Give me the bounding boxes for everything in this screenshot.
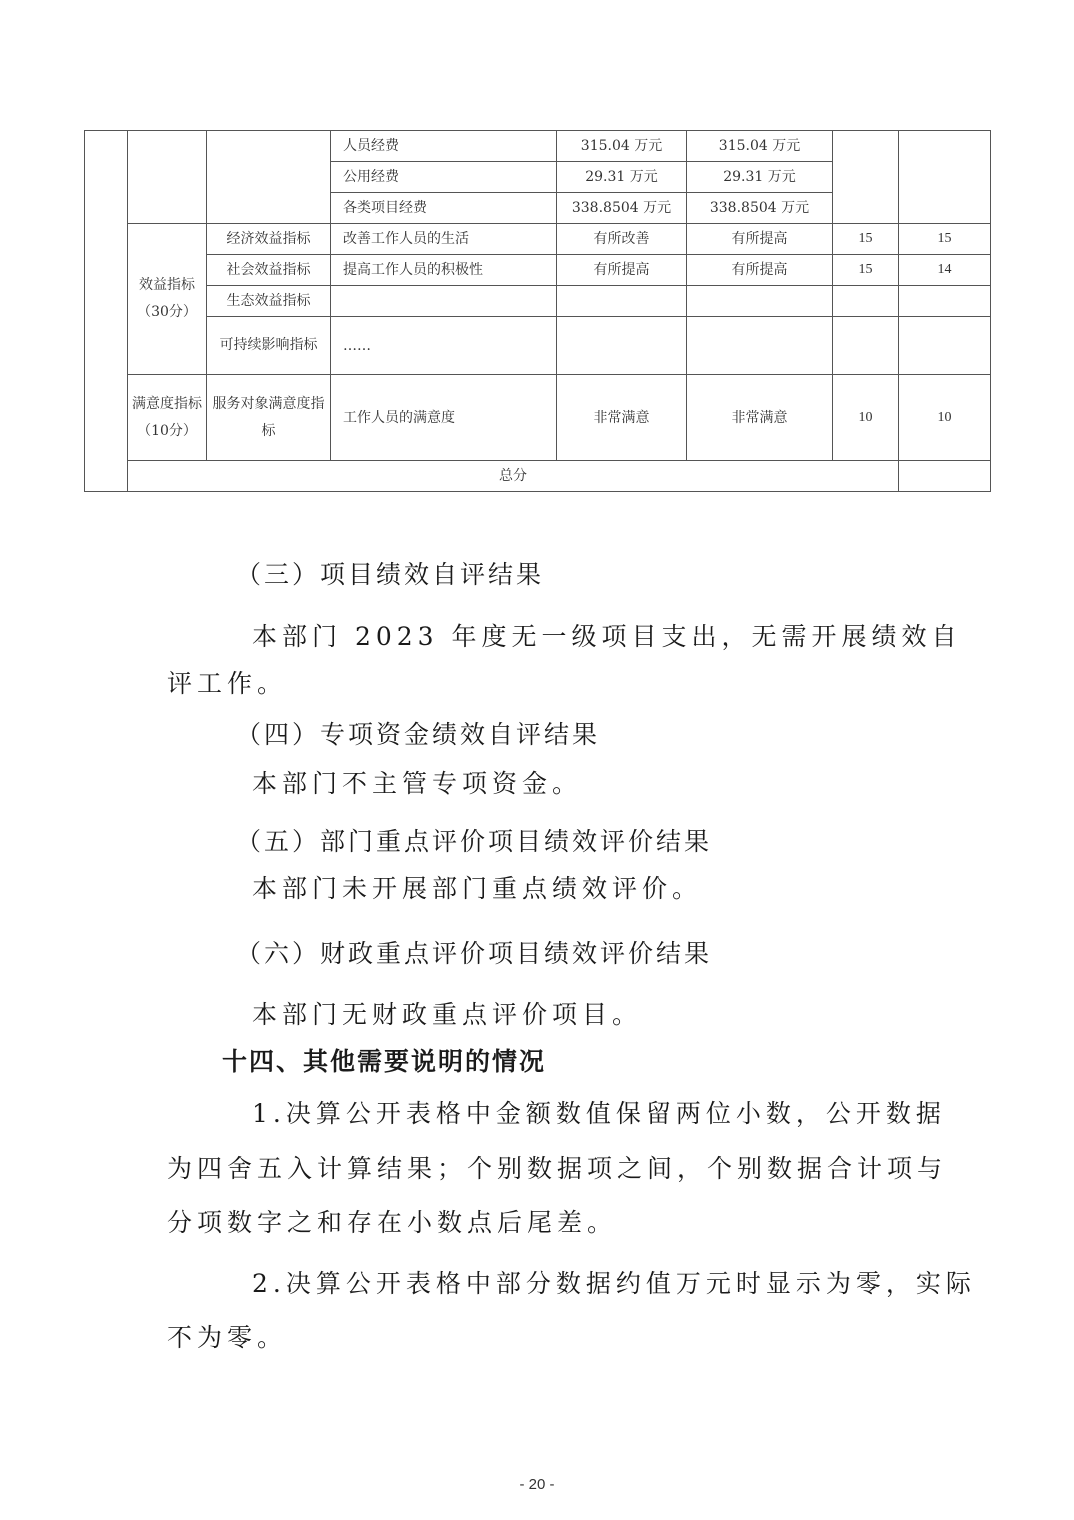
page-number: - 20 - xyxy=(519,1476,555,1493)
note-2-line2: 不为零。 xyxy=(167,1323,288,1352)
table-row xyxy=(85,255,991,286)
table-cell xyxy=(899,286,991,317)
section-5-text: 本部门未开展部门重点绩效评价。 xyxy=(252,874,703,903)
cell-ecological-category: 生态效益指标 xyxy=(207,286,331,317)
table-cell xyxy=(207,131,331,224)
note-1-line2: 为四舍五入计算结果；个别数据项之间，个别数据合计项与 xyxy=(167,1154,948,1183)
cell-personnel-label: 人员经费 xyxy=(331,131,557,162)
cell-economic-actual: 有所提高 xyxy=(687,224,833,255)
note-1-line1: 1.决算公开表格中金额数值保留两位小数，公开数据 xyxy=(252,1099,946,1128)
cell-satisfaction-category: 服务对象满意度指标 xyxy=(207,375,331,461)
table-row xyxy=(85,286,991,317)
cell-public-label: 公用经费 xyxy=(331,162,557,193)
cell-economic-label: 改善工作人员的生活 xyxy=(331,224,557,255)
table-row xyxy=(85,224,991,255)
table-cell xyxy=(899,131,991,224)
cell-project-actual: 338.8504 万元 xyxy=(687,193,833,224)
section-4-text: 本部门不主管专项资金。 xyxy=(252,769,583,798)
table-row xyxy=(85,317,991,375)
section-14-title: 十四、其他需要说明的情况 xyxy=(222,1047,547,1076)
table-cell xyxy=(128,131,207,224)
cell-economic-weight: 15 xyxy=(833,224,899,255)
cell-social-target: 有所提高 xyxy=(557,255,687,286)
note-2-line1: 2.决算公开表格中部分数据约值万元时显示为零，实际 xyxy=(252,1269,976,1298)
cell-social-actual: 有所提高 xyxy=(687,255,833,286)
cell-economic-score: 15 xyxy=(899,224,991,255)
section-3-text-line1: 本部门 2023 年度无一级项目支出，无需开展绩效自 xyxy=(252,622,962,651)
section-3-title: （三）项目绩效自评结果 xyxy=(236,560,545,589)
cell-project-label: 各类项目经费 xyxy=(331,193,557,224)
section-6-text: 本部门无财政重点评价项目。 xyxy=(252,1000,643,1029)
cell-public-target: 29.31 万元 xyxy=(557,162,687,193)
table-cell xyxy=(557,317,687,375)
cell-personnel-actual: 315.04 万元 xyxy=(687,131,833,162)
cell-satisfaction-target: 非常满意 xyxy=(557,375,687,461)
section-3-text-line2: 评工作。 xyxy=(167,669,288,698)
cell-sustainable-label: …… xyxy=(331,317,557,375)
note-1-line3: 分项数字之和存在小数点后尾差。 xyxy=(167,1208,618,1237)
table-cell xyxy=(833,317,899,375)
section-4-title: （四）专项资金绩效自评结果 xyxy=(236,720,601,749)
table-row xyxy=(85,375,991,461)
cell-satisfaction-score: 10 xyxy=(899,375,991,461)
table-cell xyxy=(331,286,557,317)
performance-table xyxy=(84,130,991,492)
cell-sustainable-category: 可持续影响指标 xyxy=(207,317,331,375)
cell-social-score: 14 xyxy=(899,255,991,286)
section-5-title: （五）部门重点评价项目绩效评价结果 xyxy=(236,827,713,856)
cell-social-label: 提高工作人员的积极性 xyxy=(331,255,557,286)
table-cell xyxy=(833,286,899,317)
cell-total-label: 总分 xyxy=(128,461,899,492)
table-cell xyxy=(833,131,899,224)
table-cell xyxy=(899,317,991,375)
cell-satisfaction-group: 满意度指标（10分） xyxy=(128,375,207,461)
cell-project-target: 338.8504 万元 xyxy=(557,193,687,224)
cell-benefit-group: 效益指标（30分） xyxy=(128,224,207,375)
table-cell xyxy=(687,317,833,375)
cell-satisfaction-actual: 非常满意 xyxy=(687,375,833,461)
cell-satisfaction-label: 工作人员的满意度 xyxy=(331,375,557,461)
table-cell xyxy=(687,286,833,317)
cell-economic-category: 经济效益指标 xyxy=(207,224,331,255)
cell-economic-target: 有所改善 xyxy=(557,224,687,255)
cell-personnel-target: 315.04 万元 xyxy=(557,131,687,162)
cell-public-actual: 29.31 万元 xyxy=(687,162,833,193)
table-cell xyxy=(557,286,687,317)
section-6-title: （六）财政重点评价项目绩效评价结果 xyxy=(236,939,713,968)
table-row xyxy=(85,461,991,492)
table-cell xyxy=(85,131,128,492)
table-row xyxy=(85,131,991,162)
cell-social-category: 社会效益指标 xyxy=(207,255,331,286)
cell-satisfaction-weight: 10 xyxy=(833,375,899,461)
table-cell xyxy=(899,461,991,492)
cell-social-weight: 15 xyxy=(833,255,899,286)
